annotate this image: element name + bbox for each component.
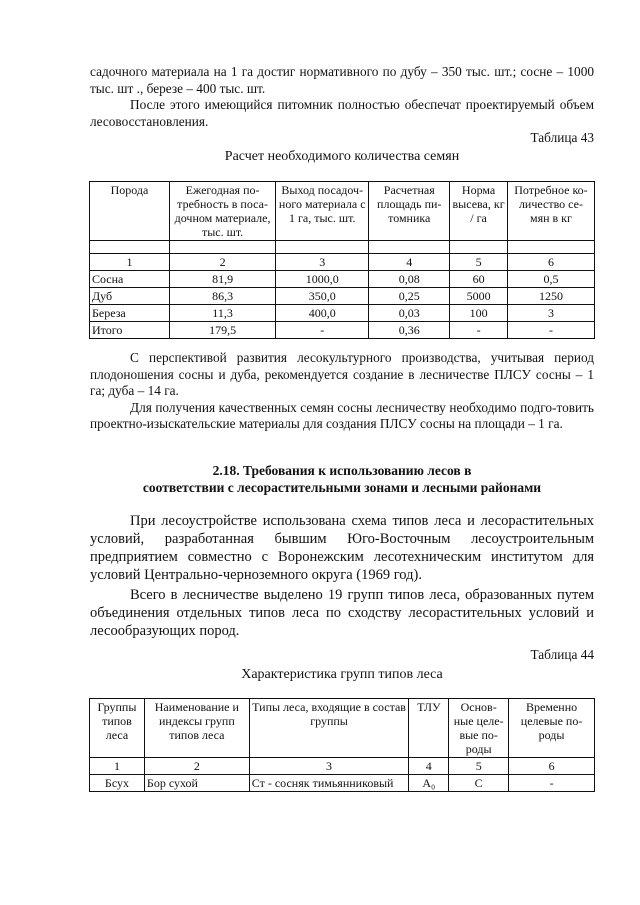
table-row xyxy=(90,322,595,339)
table43-header: Потребное ко-личество се-мян в кг xyxy=(507,182,594,241)
table-cell: А₀ xyxy=(409,775,449,792)
table44-col-number: 2 xyxy=(144,758,249,775)
table44-col-number: 1 xyxy=(90,758,145,775)
table-cell: Итого xyxy=(90,322,170,339)
table-cell: 0,03 xyxy=(369,305,450,322)
table43-col-number: 4 xyxy=(369,254,450,271)
table44-header: Основ-ные целе-вые по-роды xyxy=(449,699,509,758)
table43 xyxy=(89,181,595,339)
table44-header-row xyxy=(90,699,595,758)
section-heading xyxy=(90,462,594,496)
table44-col-number: 3 xyxy=(249,758,409,775)
table43-col-number: 5 xyxy=(450,254,508,271)
perspective-text: С перспективой развития лесокультурного производства, учитывая период плодоношения сосны и дуба, рекомендуется создание в лесничестве ПЛСУ сосны – 1 га; дуба – 14 га. xyxy=(90,350,594,398)
table44-header: Наименование и индексы групп типов леса xyxy=(144,699,249,758)
table-cell: Ст - сосняк тимьянниковый xyxy=(249,775,409,792)
table-cell: 100 xyxy=(450,305,508,322)
table-row xyxy=(90,775,595,792)
table-cell: 0,08 xyxy=(369,271,450,288)
table43-header: Норма высева, кг / га xyxy=(450,182,508,241)
intro-text-1: садочного материала на 1 га достиг нормативного по дубу – 350 тыс. шт.; сосне – 1000 тыс. шт ., березе – 400 тыс. шт. xyxy=(90,64,594,96)
table-cell: Бор сухой xyxy=(144,775,249,792)
intro-text-2: После этого имеющийся питомник полностью обеспечат проектируемый объем лесовосстановления. xyxy=(90,97,594,129)
table-cell: 11,3 xyxy=(169,305,275,322)
table-cell: 81,9 xyxy=(169,271,275,288)
table43-label: Таблица 43 xyxy=(530,130,594,145)
table-cell: 3 xyxy=(507,305,594,322)
table-cell: 5000 xyxy=(450,288,508,305)
seeds-text: Для получения качественных семян сосны лесничеству необходимо подго-товить проектно-изыскательские материалы для создания ПЛСУ сосны на площади – 1 га. xyxy=(90,399,594,431)
table-cell: 0,36 xyxy=(369,322,450,339)
table44 xyxy=(89,698,595,792)
section-heading-line1: 2.18. Требования к использованию лесов в xyxy=(212,463,472,478)
perspective-paragraph xyxy=(90,350,594,433)
table-cell: - xyxy=(507,322,594,339)
table43-title: Расчет необходимого количества семян xyxy=(224,149,460,164)
table43-header: Порода xyxy=(90,182,170,241)
table43-number-row xyxy=(90,254,595,271)
table44-header: ТЛУ xyxy=(409,699,449,758)
table44-title: Характеристика групп типов леса xyxy=(241,667,443,682)
table43-header: Выход посадоч-ного материала с 1 га, тыс. шт. xyxy=(276,182,369,241)
table43-col-number: 3 xyxy=(276,254,369,271)
table-cell: Береза xyxy=(90,305,170,322)
table-row xyxy=(90,271,595,288)
table44-col-number: 4 xyxy=(409,758,449,775)
intro-paragraph xyxy=(90,64,594,130)
table44-col-number: 6 xyxy=(509,758,595,775)
table44-number-row xyxy=(90,758,595,775)
table43-header: Ежегодная по-требность в поса-дочном материале, тыс. шт. xyxy=(169,182,275,241)
table-cell: Бсух xyxy=(90,775,145,792)
table-cell: 1250 xyxy=(507,288,594,305)
table44-header: Временно целевые по-роды xyxy=(509,699,595,758)
table-cell: 60 xyxy=(450,271,508,288)
table43-spacer xyxy=(90,241,595,254)
table-cell: - xyxy=(509,775,595,792)
section-body xyxy=(90,512,594,640)
table-cell: 350,0 xyxy=(276,288,369,305)
table-cell: 0,5 xyxy=(507,271,594,288)
table43-col-number: 2 xyxy=(169,254,275,271)
table43-header: Расчетная площадь пи-томника xyxy=(369,182,450,241)
table43-col-number: 1 xyxy=(90,254,170,271)
section-heading-line2: соответствии с лесорастительными зонами и лесными районами xyxy=(142,480,542,495)
table-cell: 86,3 xyxy=(169,288,275,305)
table44-header: Группы типов леса xyxy=(90,699,145,758)
table43-col-number: 6 xyxy=(507,254,594,271)
table-row xyxy=(90,305,595,322)
table-cell: 179,5 xyxy=(169,322,275,339)
table-cell: - xyxy=(276,322,369,339)
table-cell: Сосна xyxy=(90,271,170,288)
table43-header-row xyxy=(90,182,595,241)
table-row xyxy=(90,288,595,305)
table44-col-number: 5 xyxy=(449,758,509,775)
table44-label: Таблица 44 xyxy=(530,647,594,662)
forest-scheme-text: При лесоустройстве использована схема типов леса и лесорастительных условий, разработанная бывшим Юго-Восточным лесоустроительным предприятием совместно с Воронежским лесотехническим институтом для условий Центрально-черноземного округа (1969 год). xyxy=(90,513,594,583)
forest-groups-text: Всего в лесничестве выделено 19 групп типов леса, образованных путем объединения отдельных типов леса по сходству лесорастительных условий и лесообразующих пород. xyxy=(90,587,594,639)
table-cell: 400,0 xyxy=(276,305,369,322)
table-cell: - xyxy=(450,322,508,339)
table-cell: 1000,0 xyxy=(276,271,369,288)
table-cell: 0,25 xyxy=(369,288,450,305)
table-cell: Дуб xyxy=(90,288,170,305)
table44-header: Типы леса, входящие в состав группы xyxy=(249,699,409,758)
table-cell: С xyxy=(449,775,509,792)
